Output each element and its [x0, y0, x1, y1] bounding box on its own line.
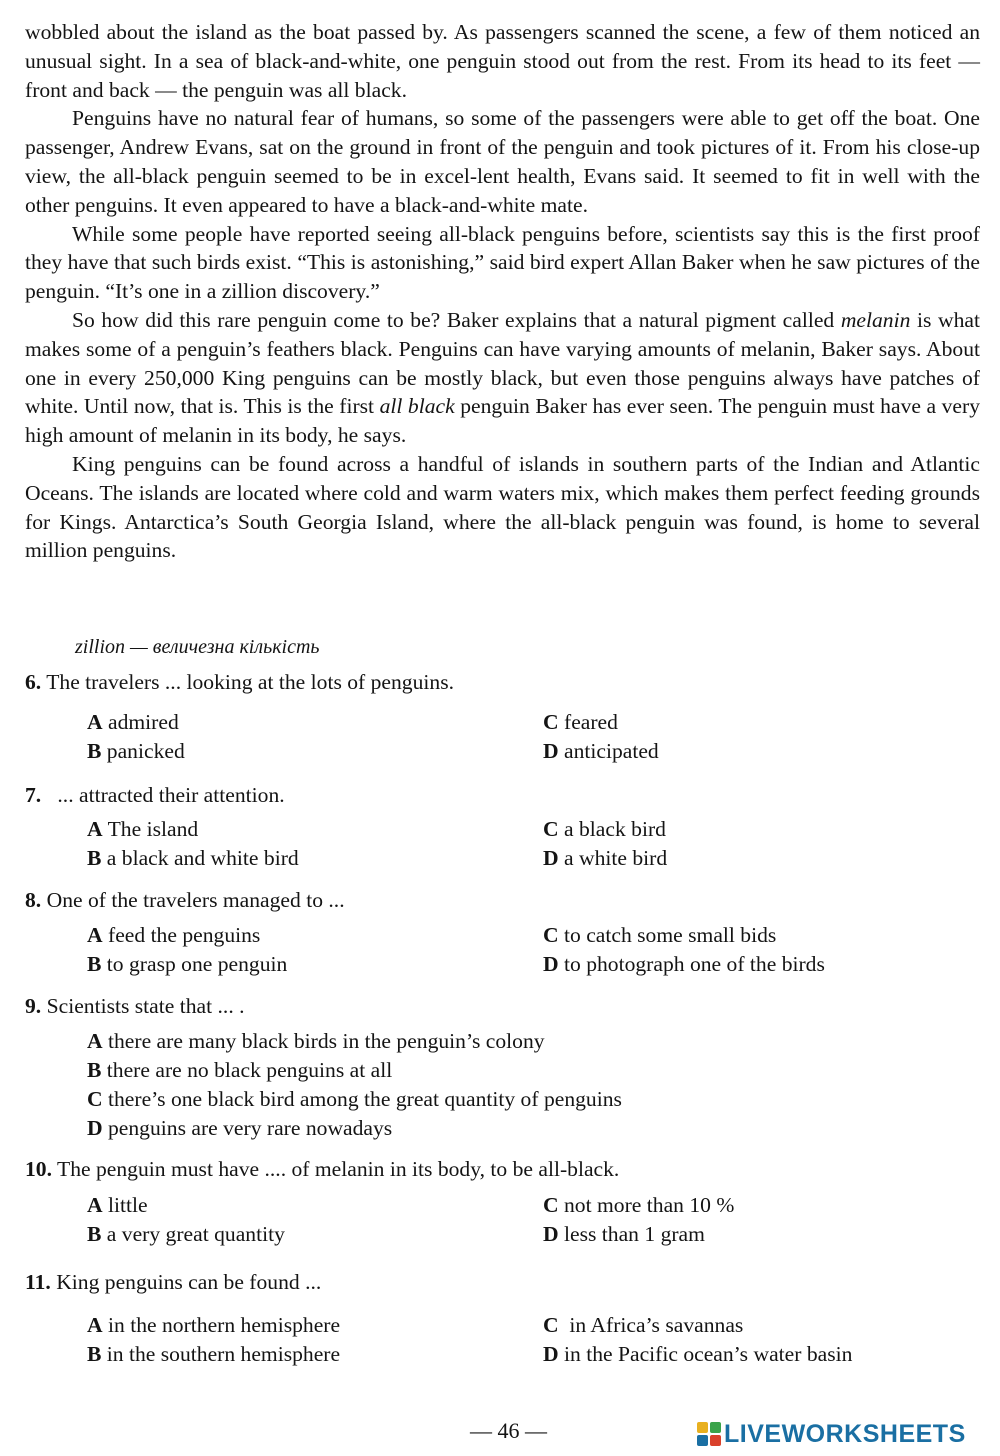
option-text: in Africa’s savannas: [558, 1313, 744, 1337]
question-number: 11.: [25, 1270, 51, 1294]
question-text: Scientists state that ... .: [41, 994, 245, 1018]
option-6a[interactable]: [87, 710, 179, 735]
vocabulary-gloss: zillion — величезна кількість: [75, 636, 320, 658]
option-text: in the Pacific ocean’s water basin: [558, 1342, 853, 1366]
option-8d[interactable]: [543, 952, 825, 977]
option-text: panicked: [101, 739, 185, 763]
option-7c[interactable]: [543, 817, 666, 842]
option-8c[interactable]: [543, 923, 776, 948]
option-8b[interactable]: [87, 952, 287, 977]
option-letter: B: [87, 1342, 102, 1366]
option-letter: A: [87, 1313, 103, 1337]
term-all-black: all black: [379, 394, 455, 419]
option-letter: D: [543, 1222, 559, 1246]
option-text: not more than 10 %: [558, 1193, 735, 1217]
question-text: The travelers ... looking at the lots of penguins.: [41, 670, 455, 694]
option-letter: B: [87, 846, 102, 870]
option-7b[interactable]: [87, 846, 299, 871]
paragraph-1: wobbled about the island as the boat passed by. As passengers scanned the scene, a few of them noticed an unusual sight. In a sea of black-and-white, one penguin stood out from the rest. From its head to its feet — front and back — the penguin was all black.: [25, 20, 980, 102]
option-letter: A: [87, 1029, 103, 1053]
question-8: [25, 888, 345, 913]
option-letter: C: [543, 1313, 559, 1337]
option-letter: C: [87, 1087, 103, 1111]
logo-text: LIVEWORKSHEETS: [724, 1419, 966, 1448]
option-text: a black and white bird: [101, 846, 299, 870]
option-6d[interactable]: [543, 739, 659, 764]
option-text: The island: [102, 817, 199, 841]
option-8a[interactable]: [87, 923, 260, 948]
option-text: feared: [558, 710, 618, 734]
option-6b[interactable]: [87, 739, 185, 764]
option-text: to photograph one of the birds: [558, 952, 825, 976]
question-6: [25, 670, 454, 695]
paragraph-4-part-2: is what makes some of a penguin’s feathers black. Penguins can have varying amounts of melanin, Baker says. About one in every 250,000 King penguins can be mostly black, but even those penguins always have patches of white. Until now, that is. This is the first: [25, 307, 980, 419]
option-letter: A: [87, 710, 103, 734]
option-letter: B: [87, 952, 102, 976]
option-letter: A: [87, 1193, 103, 1217]
option-text: admired: [102, 710, 179, 734]
option-text: to catch some small bids: [558, 923, 777, 947]
option-text: feed the penguins: [102, 923, 261, 947]
question-9: [25, 994, 245, 1019]
question-text: One of the travelers managed to ...: [41, 888, 345, 912]
paragraph-5: King penguins can be found across a handful of islands in southern parts of the Indian and Atlantic Oceans. The islands are located where cold and warm waters mix, which makes them perfect feeding grounds for Kings. Antarctica’s South Georgia Island, where the all-black penguin was found, is home to several million penguins.: [25, 451, 980, 563]
option-text: in the northern hemisphere: [102, 1313, 341, 1337]
paragraph-2: Penguins have no natural fear of humans, so some of the passengers were able to get off the boat. One passenger, Andrew Evans, sat on the ground in front of the penguin and took pictures of it. From his close-up view, the all-black penguin seemed to be in excel-lent health, Evans said. It seemed to fit in well with the other penguins. It even appeared to have a black-and-white mate.: [25, 106, 980, 217]
option-text: in the southern hemisphere: [101, 1342, 341, 1366]
question-text: ... attracted their attention.: [41, 783, 285, 807]
option-11a[interactable]: [87, 1313, 340, 1338]
option-letter: B: [87, 1058, 102, 1082]
option-letter: D: [543, 1342, 559, 1366]
option-10d[interactable]: [543, 1222, 705, 1247]
option-letter: A: [87, 817, 103, 841]
page-number: — 46 —: [470, 1418, 547, 1443]
option-9b[interactable]: [87, 1058, 392, 1083]
option-letter: D: [543, 739, 559, 763]
question-number: 7.: [25, 783, 42, 807]
option-text: there are no black penguins at all: [101, 1058, 393, 1082]
liveworksheets-logo[interactable]: [697, 1420, 966, 1448]
option-letter: C: [543, 1193, 559, 1217]
option-11d[interactable]: [543, 1342, 852, 1367]
question-10: [25, 1157, 619, 1182]
term-melanin: melanin: [840, 307, 911, 332]
option-letter: A: [87, 923, 103, 947]
option-letter: D: [543, 952, 559, 976]
option-10b[interactable]: [87, 1222, 285, 1247]
option-11b[interactable]: [87, 1342, 340, 1367]
question-number: 6.: [25, 670, 42, 694]
question-7: [25, 783, 285, 808]
option-9d[interactable]: [87, 1116, 392, 1141]
paragraph-3: While some people have reported seeing all-black penguins before, scientists say this is the first proof they have that such birds exist. “This is astonishing,” said bird expert Allan Baker when he saw pictures of the penguin. “It’s one in a zillion discovery.”: [25, 221, 980, 304]
option-text: there’s one black bird among the great quantity of penguins: [102, 1087, 622, 1111]
option-text: a black bird: [558, 817, 666, 841]
option-text: little: [102, 1193, 148, 1217]
option-6c[interactable]: [543, 710, 618, 735]
question-text: The penguin must have .... of melanin in its body, to be all-black.: [52, 1157, 620, 1181]
option-7a[interactable]: [87, 817, 198, 842]
logo-square: [710, 1422, 721, 1433]
logo-square: [710, 1435, 721, 1446]
question-11: [25, 1270, 321, 1295]
question-text: King penguins can be found ...: [50, 1270, 322, 1294]
option-letter: C: [543, 923, 559, 947]
option-7d[interactable]: [543, 846, 667, 871]
option-text: penguins are very rare nowadays: [102, 1116, 393, 1140]
option-letter: B: [87, 739, 102, 763]
question-number: 10.: [25, 1157, 52, 1181]
option-letter: D: [87, 1116, 103, 1140]
option-text: a white bird: [558, 846, 668, 870]
option-letter: C: [543, 817, 559, 841]
paragraph-4-part-1: So how did this rare penguin come to be? Baker explains that a natural pigment called: [72, 307, 841, 332]
option-11c[interactable]: [543, 1313, 743, 1338]
option-9c[interactable]: [87, 1087, 622, 1112]
paragraph-4: [25, 306, 980, 450]
reading-passage: [25, 18, 980, 565]
option-text: less than 1 gram: [558, 1222, 705, 1246]
logo-square: [697, 1422, 708, 1433]
option-9a[interactable]: [87, 1029, 545, 1054]
option-letter: B: [87, 1222, 102, 1246]
option-letter: C: [543, 710, 559, 734]
option-10a[interactable]: [87, 1193, 148, 1218]
logo-grid-icon: [697, 1422, 721, 1446]
option-letter: D: [543, 846, 559, 870]
paragraph-4-part-3: penguin Baker has ever seen. The penguin must have a very high amount of melanin in its body, he says.: [25, 394, 980, 448]
question-number: 9.: [25, 994, 42, 1018]
option-text: a very great quantity: [101, 1222, 285, 1246]
option-10c[interactable]: [543, 1193, 734, 1218]
option-text: anticipated: [558, 739, 659, 763]
logo-square: [697, 1435, 708, 1446]
option-text: to grasp one penguin: [101, 952, 288, 976]
question-number: 8.: [25, 888, 42, 912]
option-text: there are many black birds in the penguin’s colony: [102, 1029, 545, 1053]
